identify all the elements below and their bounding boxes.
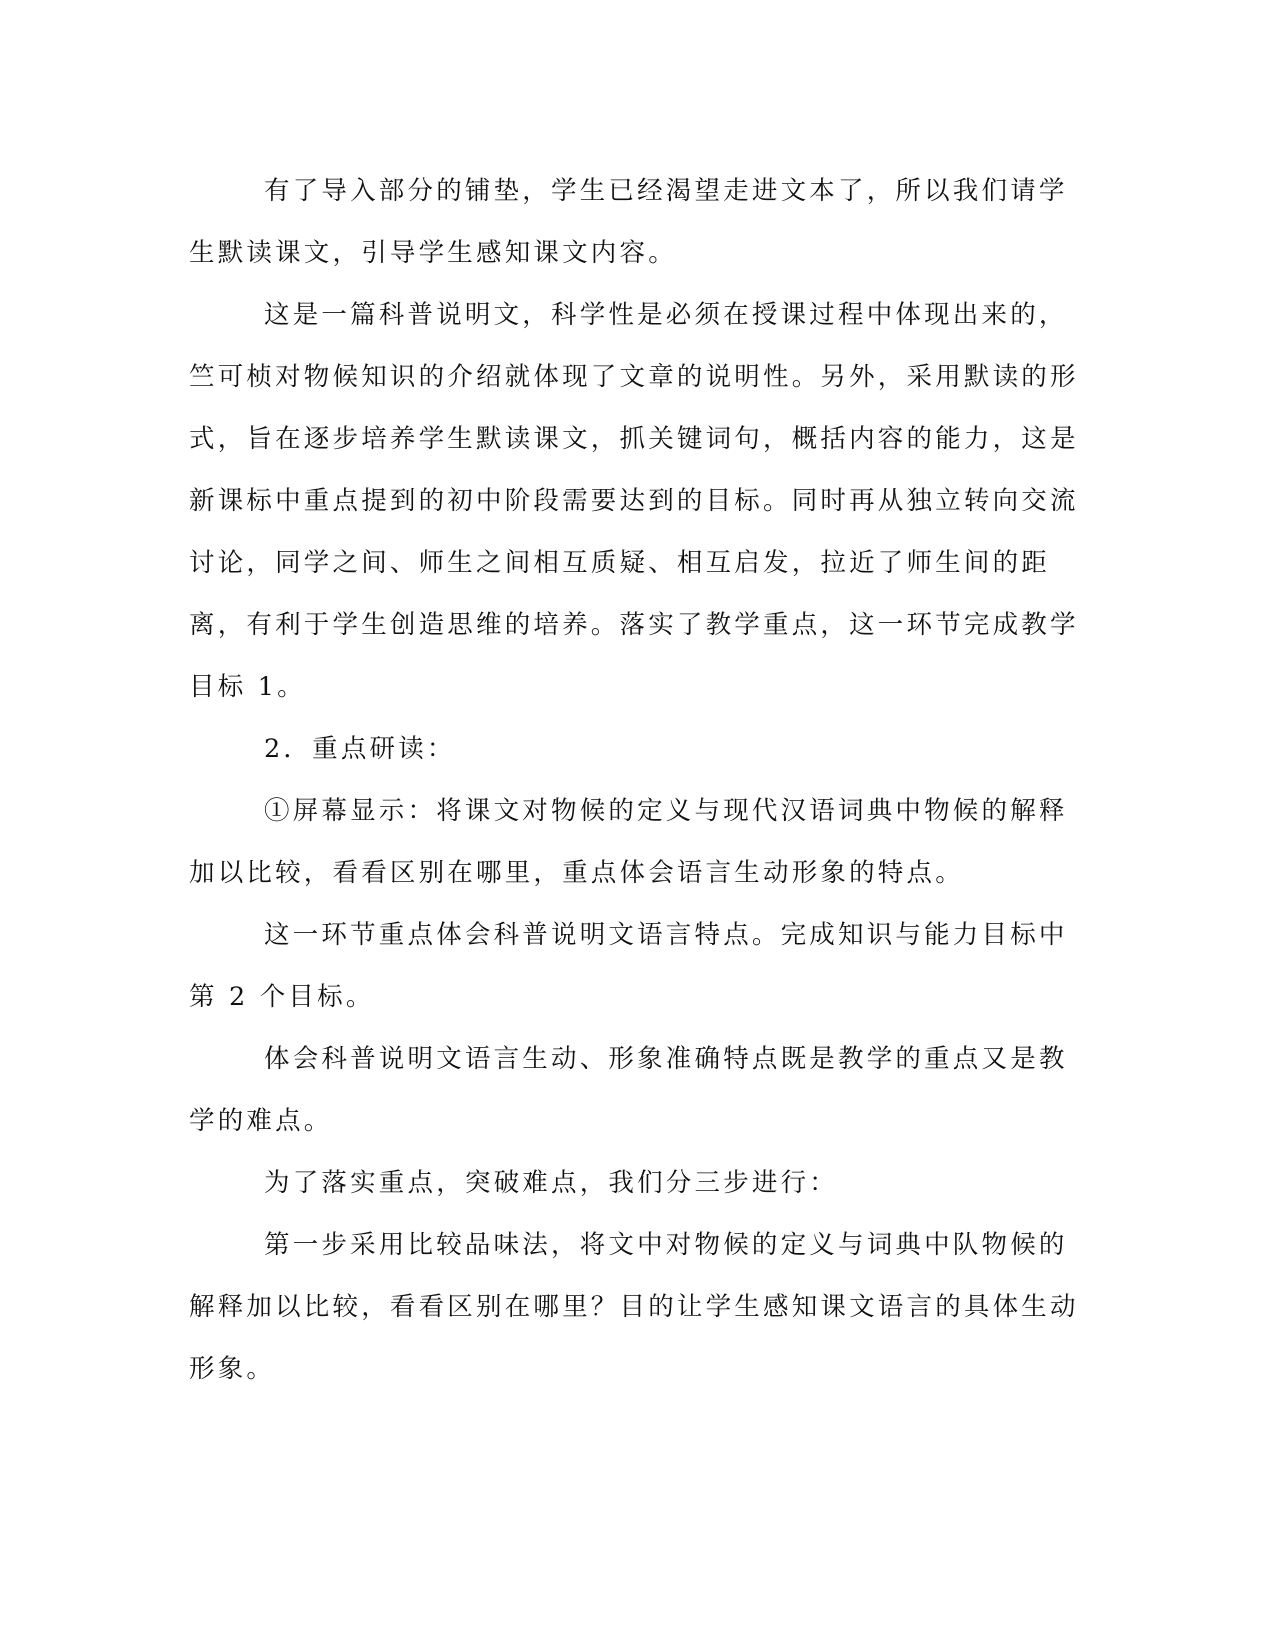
body-text — [189, 160, 1089, 1400]
paragraph-language-features: 这一环节重点体会科普说明文语言特点。完成知识与能力目标中第 2 个目标。 — [189, 920, 1068, 1012]
paragraph-intro-reading: 有了导入部分的铺垫，学生已经渴望走进文本了，所以我们请学生默读课文，引导学生感知课文内容。 — [189, 176, 1068, 268]
section-heading-key-reading: 2．重点研读： — [264, 734, 456, 764]
paragraph-step-one: 第一步采用比较品味法，将文中对物候的定义与词典中队物候的解释加以比较，看看区别在哪里？目的让学生感知课文语言的具体生动形象。 — [189, 1230, 1079, 1384]
paragraph-key-difficult-points: 体会科普说明文语言生动、形象准确特点既是教学的重点又是教学的难点。 — [189, 1044, 1068, 1136]
paragraph-screen-display: ①屏幕显示：将课文对物候的定义与现代汉语词典中物候的解释加以比较，看看区别在哪里，重点体会语言生动形象的特点。 — [189, 796, 1068, 888]
paragraph-science-explanation: 这是一篇科普说明文，科学性是必须在授课过程中体现出来的，竺可桢对物候知识的介绍就体现了文章的说明性。另外，采用默读的形式，旨在逐步培养学生默读课文，抓关键词句，概括内容的能力，这是新课标中重点提到的初中阶段需要达到的目标。同时再从独立转向交流讨论，同学之间、师生之间相互质疑、相互启发，拉近了师生间的距离，有利于学生创造思维的培养。落实了教学重点，这一环节完成教学目标 1。 — [189, 300, 1079, 702]
paragraph-three-steps: 为了落实重点，突破难点，我们分三步进行： — [264, 1168, 839, 1198]
